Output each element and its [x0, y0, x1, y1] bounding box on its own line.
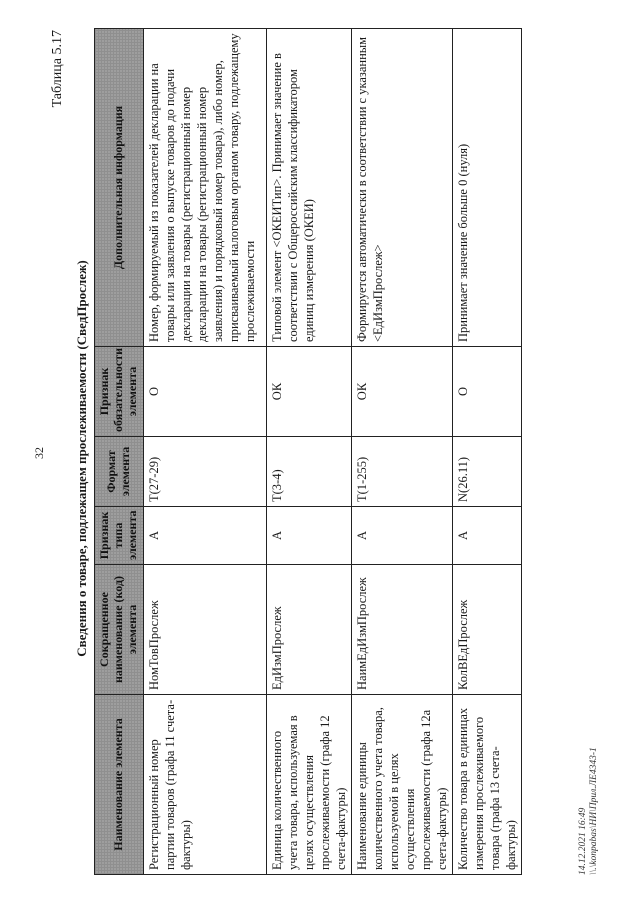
cell-element-required: ОК — [352, 347, 453, 437]
cell-element-type: А — [267, 507, 352, 565]
cell-additional-info: Номер, формируемый из показателей декларации на товары или заявления о выпуске товаров до подачи декларации на товары (регистрационный номер декларации на товары (регистрационный номер заявления) и порядковый номер товара), либо номер, присваиваемый налоговым органом товару, подлежащему прослеживаемости — [144, 29, 267, 347]
header-element-code: Сокращенное наименование (код) элемента — [95, 565, 144, 695]
cell-element-format: T(1-255) — [352, 437, 453, 507]
table-header — [95, 29, 144, 875]
cell-element-code: НаимЕдИзмПрослеж — [352, 565, 453, 695]
cell-element-type: А — [352, 507, 453, 565]
cell-element-name: Количество товара в единицах измерения прослеживаемого товара (графа 13 счета-фактуры) — [453, 695, 522, 875]
cell-element-required: ОК — [267, 347, 352, 437]
header-element-required: Признак обязательности элемента — [95, 347, 144, 437]
cell-element-name: Единица количественного учета товара, используемая в целях осуществления прослеживаемости (графа 12 счета-фактуры) — [267, 695, 352, 875]
header-additional-info: Дополнительная информация — [95, 29, 144, 347]
cell-element-type: А — [144, 507, 267, 565]
cell-element-format: N(26.11) — [453, 437, 522, 507]
cell-element-code: НомТовПрослеж — [144, 565, 267, 695]
cell-additional-info: Типовой элемент <ОКЕИТип>. Принимает значение в соответствии с Общероссийским классификатором единиц измерения (ОКЕИ) — [267, 29, 352, 347]
table-row — [144, 29, 267, 875]
table-row — [352, 29, 453, 875]
footer-file-path: \\.\konpabas\НИ\Прил.ЛЕ4343-1 — [589, 747, 600, 875]
cell-element-name: Наименование единицы количественного учета товара, используемой в целях осуществления прослеживаемости (графа 12а счета-фактуры) — [352, 695, 453, 875]
table-row — [267, 29, 352, 875]
cell-element-code: КолВЕдПрослеж — [453, 565, 522, 695]
header-element-name: Наименование элемента — [95, 695, 144, 875]
table-caption: Таблица 5.17 — [50, 30, 65, 108]
cell-element-format: T(27-29) — [144, 437, 267, 507]
cell-element-format: T(3-4) — [267, 437, 352, 507]
header-element-type: Признак типа элемента — [95, 507, 144, 565]
cell-element-required: О — [453, 347, 522, 437]
footer-timestamp: 14.12.2021 16:49 — [578, 807, 588, 875]
page-number: 32 — [32, 447, 46, 459]
table-row — [453, 29, 522, 875]
cell-additional-info: Формируется автоматически в соответствии с указанным <ЕдИзмПрослеж> — [352, 29, 453, 347]
cell-additional-info: Принимает значение больше 0 (нуля) — [453, 29, 522, 347]
cell-element-code: ЕдИзмПрослеж — [267, 565, 352, 695]
cell-element-name: Регистрационный номер партии товаров (графа 11 счета-фактуры) — [144, 695, 267, 875]
header-element-format: Формат элемента — [95, 437, 144, 507]
cell-element-type: А — [453, 507, 522, 565]
cell-element-required: О — [144, 347, 267, 437]
section-title: Сведения о товаре, подлежащем прослеживаемости (СведПрослеж) — [74, 260, 89, 657]
footer-stamp — [578, 747, 601, 875]
elements-table — [94, 28, 522, 875]
